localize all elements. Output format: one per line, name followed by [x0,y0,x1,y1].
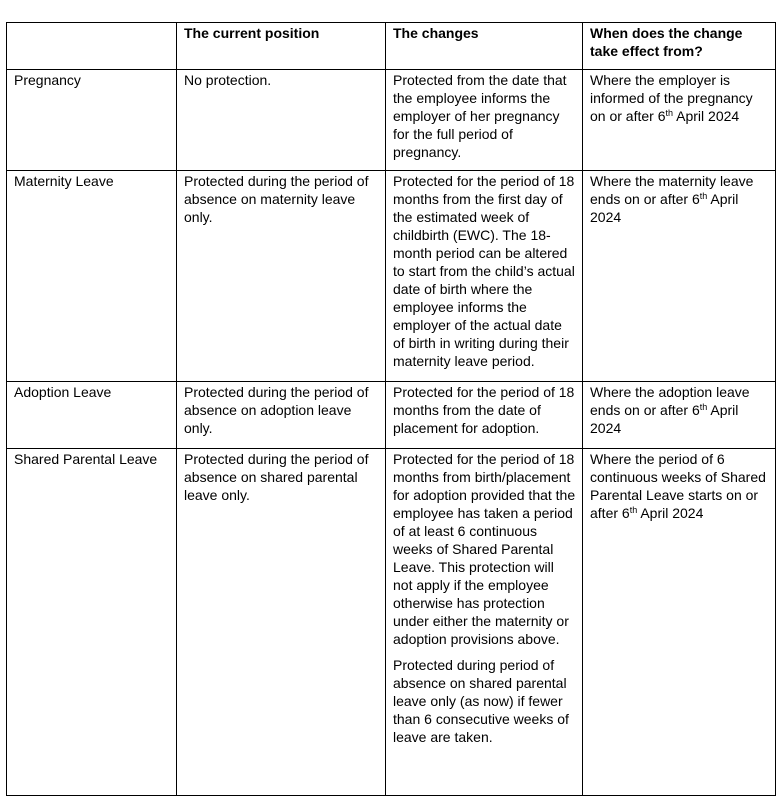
cell-leave-type: Maternity Leave [7,171,177,382]
cell-changes [386,171,583,382]
cell-changes [386,70,583,171]
table-row [7,382,776,449]
cell-leave-type: Pregnancy [7,70,177,171]
table-body [7,70,776,796]
changes-paragraph: Protected for the period of 18 months from the date of placement for adoption. [393,384,575,436]
changes-paragraph: Protected for the period of 18 months from the first day of the estimated week of childbirth (EWC). The 18-month period can be altered to start from the child’s actual date of birth where the employee informs the employer of the actual date of birth in writing during their maternity leave period. [393,173,575,369]
cell-effective-from [583,171,776,382]
table-row [7,70,776,171]
changes-paragraph: Protected during period of absence on shared parental leave only (as now) if fewer than 6 consecutive weeks of leave are taken. [393,657,569,745]
cell-current-position: Protected during the period of absence on adoption leave only. [177,382,386,449]
changes-paragraph: Protected from the date that the employee informs the employer of her pregnancy for the full period of pregnancy. [393,72,567,160]
ordinal-suffix: th [699,191,708,201]
cell-current-position: Protected during the period of absence on maternity leave only. [177,171,386,382]
table-row [7,449,776,796]
cell-current-position: No protection. [177,70,386,171]
effective-text-end: April 2024 [637,505,704,521]
cell-current-position: Protected during the period of absence on shared parental leave only. [177,449,386,796]
cell-changes [386,449,583,796]
cell-leave-type: Shared Parental Leave [7,449,177,796]
effective-text: Where the adoption leave ends on or after 6 [590,384,750,418]
ordinal-suffix: th [699,402,708,412]
effective-text: Where the period of 6 continuous weeks of Shared Parental Leave starts on or after 6 [590,451,766,521]
effective-text: Where the maternity leave ends on or after 6 [590,173,754,207]
table-header [7,23,776,70]
cell-effective-from [583,70,776,171]
changes-paragraph: Protected for the period of 18 months from birth/placement for adoption provided that the employee has taken a period of at least 6 continuous weeks of Shared Parental Leave. This protection will not apply if the employee otherwise has protection under either the maternity or adoption provisions above. [393,451,576,647]
effective-text-end: April 2024 [673,108,740,124]
leave-protection-table [6,22,776,796]
header-row [7,23,776,70]
cell-changes [386,382,583,449]
effective-text: Where the employer is informed of the pregnancy on or after 6 [590,72,753,124]
ordinal-suffix: th [665,108,674,118]
effective-text-end: April 2024 [590,191,739,225]
header-cell-effective-from: When does the change take effect from? [583,23,776,70]
table-row [7,171,776,382]
ordinal-suffix: th [629,505,638,515]
header-cell-current-position: The current position [177,23,386,70]
header-cell-leave-type [7,23,177,70]
cell-effective-from [583,449,776,796]
header-cell-changes: The changes [386,23,583,70]
cell-effective-from [583,382,776,449]
cell-leave-type: Adoption Leave [7,382,177,449]
effective-text-end: April 2024 [590,402,739,436]
